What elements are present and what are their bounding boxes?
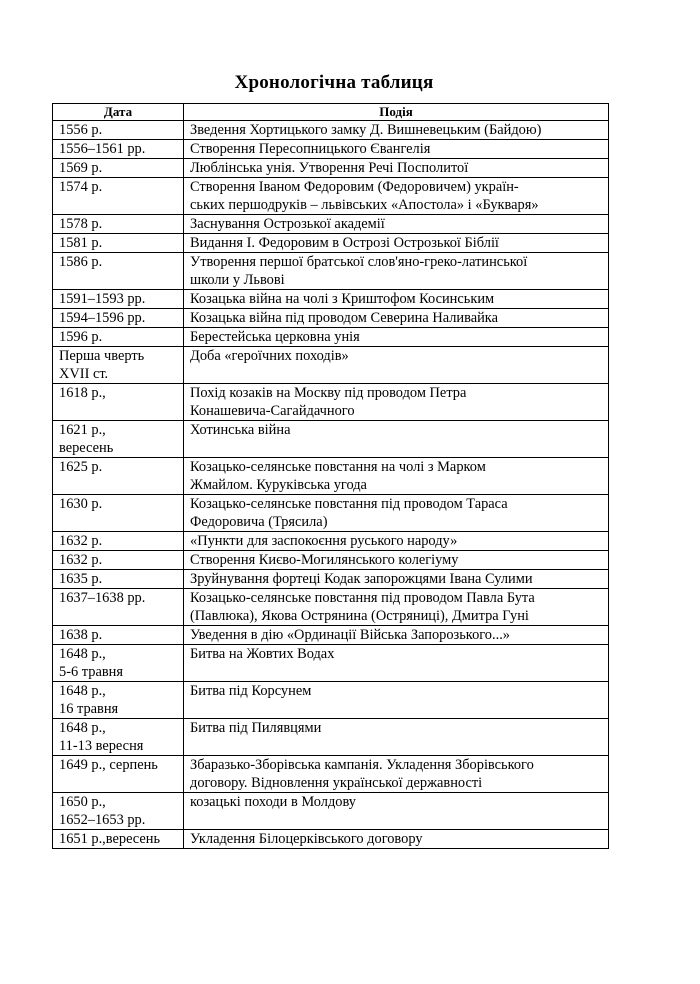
date-cell: [53, 458, 184, 495]
event-cell: [184, 347, 609, 384]
event-cell: [184, 234, 609, 253]
event-line: Козацька війна під проводом Северина Наливайка: [190, 310, 498, 326]
date-cell: [53, 626, 184, 645]
date-cell: [53, 756, 184, 793]
event-cell: [184, 421, 609, 458]
event-line: Битва на Жовтих Водах: [190, 646, 335, 662]
event-line: Козацько-селянське повстання під проводом Тараса: [190, 496, 508, 512]
date-line: 1596 р.: [59, 329, 103, 345]
event-cell: [184, 532, 609, 551]
event-line: (Павлюка), Якова Острянина (Остряниці), Дмитра Гуні: [190, 608, 529, 624]
date-cell: [53, 253, 184, 290]
table-row: [53, 495, 609, 532]
table-row: [53, 756, 609, 793]
date-line: 1578 р.: [59, 216, 103, 232]
table-row: [53, 532, 609, 551]
table-row: [53, 290, 609, 309]
date-cell: [53, 309, 184, 328]
date-line: вересень: [59, 440, 114, 456]
event-line: Берестейська церковна унія: [190, 329, 360, 345]
table-row: [53, 645, 609, 682]
event-line: Люблінська унія. Утворення Речі Посполитої: [190, 160, 469, 176]
event-cell: [184, 645, 609, 682]
event-cell: [184, 290, 609, 309]
date-cell: [53, 384, 184, 421]
date-cell: [53, 347, 184, 384]
event-line: козацькі походи в Молдову: [190, 794, 356, 810]
date-line: Перша чверть: [59, 348, 145, 364]
table-row: [53, 626, 609, 645]
event-cell: [184, 626, 609, 645]
date-line: 1618 р.,: [59, 385, 106, 401]
event-cell: [184, 793, 609, 830]
event-cell: [184, 570, 609, 589]
event-line: договору. Відновлення української державності: [190, 775, 483, 791]
date-cell: [53, 178, 184, 215]
date-cell: [53, 682, 184, 719]
table-row: [53, 178, 609, 215]
date-line: 1569 р.: [59, 160, 103, 176]
event-cell: [184, 551, 609, 570]
date-cell: [53, 421, 184, 458]
table-row: [53, 121, 609, 140]
column-header-event: Подія: [184, 104, 609, 121]
table-row: [53, 570, 609, 589]
event-line: Козацько-селянське повстання на чолі з Марком: [190, 459, 486, 475]
table-row: [53, 589, 609, 626]
date-line: 1556–1561 рр.: [59, 141, 146, 157]
table-row: [53, 234, 609, 253]
date-line: 16 травня: [59, 701, 119, 717]
date-line: 1649 р., серпень: [59, 757, 158, 773]
table-body: [53, 121, 609, 849]
date-cell: [53, 793, 184, 830]
date-cell: [53, 121, 184, 140]
event-line: Укладення Білоцерківського договору: [190, 831, 423, 847]
table-row: [53, 719, 609, 756]
date-cell: [53, 234, 184, 253]
event-line: Доба «героїчних походів»: [190, 348, 349, 364]
event-line: «Пункти для заспокоєння руського народу»: [190, 533, 458, 549]
table-row: [53, 384, 609, 421]
event-line: Федоровича (Трясила): [190, 514, 328, 530]
table-row: [53, 421, 609, 458]
event-line: Зруйнування фортеці Кодак запорожцями Івана Сулими: [190, 571, 533, 587]
date-line: 1632 р.: [59, 533, 103, 549]
event-line: Хотинська війна: [190, 422, 291, 438]
date-line: 1648 р.,: [59, 683, 106, 699]
event-cell: [184, 719, 609, 756]
event-cell: [184, 178, 609, 215]
date-cell: [53, 140, 184, 159]
table-row: [53, 682, 609, 719]
event-line: Заснування Острозької академії: [190, 216, 385, 232]
event-line: Битва під Корсунем: [190, 683, 312, 699]
date-line: 1594–1596 рр.: [59, 310, 146, 326]
event-line: Козацько-селянське повстання під проводом Павла Бута: [190, 590, 535, 606]
event-cell: [184, 756, 609, 793]
date-cell: [53, 645, 184, 682]
date-cell: [53, 215, 184, 234]
table-row: [53, 309, 609, 328]
event-cell: [184, 121, 609, 140]
date-line: 11-13 вересня: [59, 738, 144, 754]
date-cell: [53, 290, 184, 309]
event-line: Утворення першої братської слов'яно-греко-латинської: [190, 254, 528, 270]
date-cell: [53, 830, 184, 849]
date-line: 1625 р.: [59, 459, 103, 475]
event-line: Похід козаків на Москву під проводом Петра: [190, 385, 467, 401]
event-line: Зведення Хортицького замку Д. Вишневецьким (Байдою): [190, 122, 542, 138]
date-cell: [53, 570, 184, 589]
event-line: ських першодруків – львівських «Апостола» і «Букваря»: [190, 197, 539, 213]
event-cell: [184, 589, 609, 626]
date-line: 1651 р.,вересень: [59, 831, 161, 847]
date-line: 1650 р.,: [59, 794, 106, 810]
table-row: [53, 347, 609, 384]
date-line: 1556 р.: [59, 122, 103, 138]
date-line: 1574 р.: [59, 179, 103, 195]
table-row: [53, 159, 609, 178]
table-row: [53, 328, 609, 347]
date-cell: [53, 532, 184, 551]
date-line: 1637–1638 рр.: [59, 590, 146, 606]
event-line: Створення Пересопницького Євангелія: [190, 141, 431, 157]
event-cell: [184, 830, 609, 849]
event-cell: [184, 253, 609, 290]
event-cell: [184, 328, 609, 347]
event-cell: [184, 458, 609, 495]
table-row: [53, 253, 609, 290]
date-line: 1586 р.: [59, 254, 103, 270]
date-line: 1648 р.,: [59, 646, 106, 662]
date-line: 1591–1593 рр.: [59, 291, 146, 307]
date-line: 1632 р.: [59, 552, 103, 568]
event-cell: [184, 309, 609, 328]
chronology-table: [52, 103, 609, 849]
table-row: [53, 458, 609, 495]
table-row: [53, 551, 609, 570]
page-title: Хронологічна таблиця: [234, 72, 434, 93]
date-line: 1635 р.: [59, 571, 103, 587]
event-line: Битва під Пилявцями: [190, 720, 322, 736]
date-line: 1581 р.: [59, 235, 103, 251]
date-line: XVII ст.: [59, 366, 109, 382]
date-line: 1652–1653 рр.: [59, 812, 146, 828]
event-cell: [184, 495, 609, 532]
date-line: 1630 р.: [59, 496, 103, 512]
event-cell: [184, 140, 609, 159]
date-line: 1638 р.: [59, 627, 103, 643]
column-header-date: Дата: [53, 104, 184, 121]
event-cell: [184, 215, 609, 234]
date-line: 1621 р.,: [59, 422, 106, 438]
table-row: [53, 830, 609, 849]
date-cell: [53, 495, 184, 532]
event-cell: [184, 159, 609, 178]
date-line: 5-6 травня: [59, 664, 123, 680]
table-row: [53, 793, 609, 830]
event-line: Конашевича-Сагайдачного: [190, 403, 355, 419]
event-cell: [184, 682, 609, 719]
table-row: [53, 140, 609, 159]
table-header-row: [53, 104, 609, 121]
event-line: Збаразько-Зборівська кампанія. Укладення Зборівського: [190, 757, 534, 773]
date-cell: [53, 589, 184, 626]
event-line: Видання І. Федоровим в Острозі Острозької Біблії: [190, 235, 499, 251]
date-line: 1648 р.,: [59, 720, 106, 736]
date-cell: [53, 328, 184, 347]
event-line: Жмайлом. Куруківська угода: [190, 477, 367, 493]
event-line: Створення Києво-Могилянського колегіуму: [190, 552, 459, 568]
event-line: школи у Львові: [190, 272, 285, 288]
event-line: Уведення в дію «Ординації Війська Запорозького...»: [190, 627, 510, 643]
table-row: [53, 215, 609, 234]
date-cell: [53, 159, 184, 178]
date-cell: [53, 551, 184, 570]
event-line: Козацька війна на чолі з Криштофом Косинським: [190, 291, 495, 307]
event-cell: [184, 384, 609, 421]
date-cell: [53, 719, 184, 756]
event-line: Створення Іваном Федоровим (Федоровичем) україн-: [190, 179, 519, 195]
